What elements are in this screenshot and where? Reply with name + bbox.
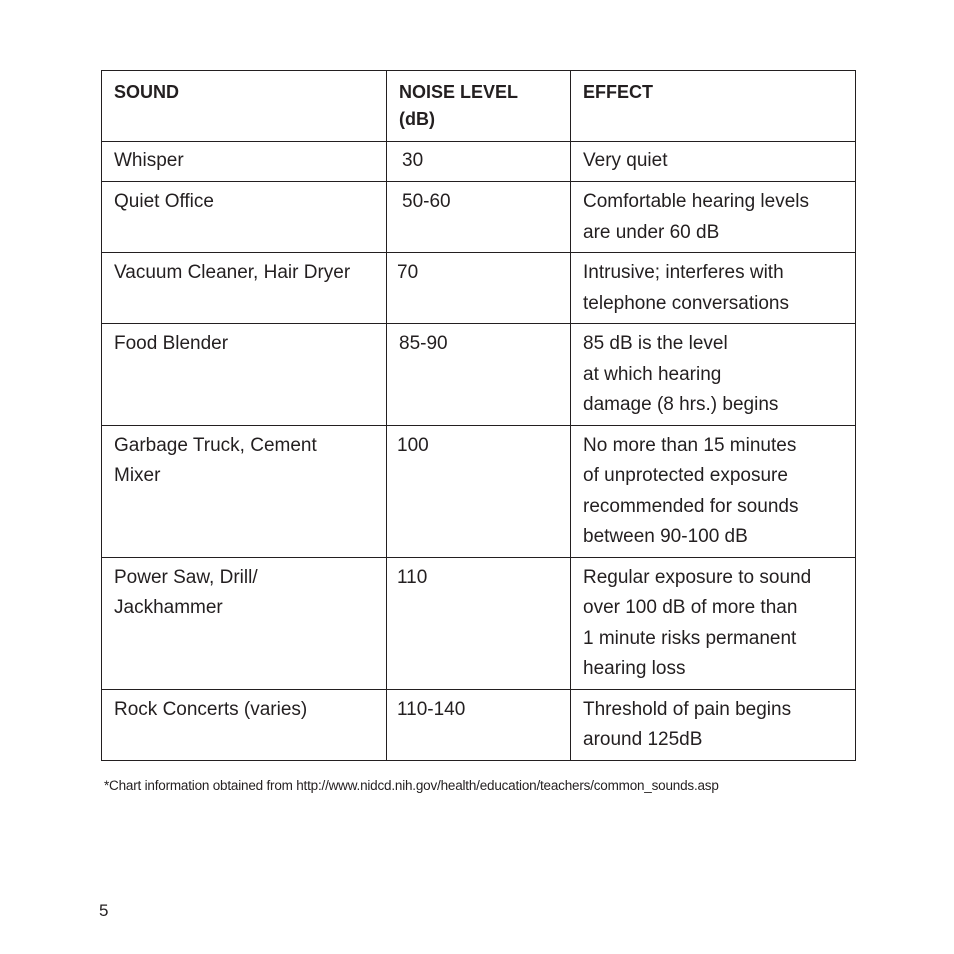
noise-level-table [101, 70, 856, 761]
effect-cell: 85 dB is the level at which hearing damage (8 hrs.) begins [571, 324, 856, 426]
sound-cell: Whisper [102, 142, 387, 182]
table-row [102, 689, 856, 760]
effect-cell: Threshold of pain begins around 125dB [571, 689, 856, 760]
effect-cell: Comfortable hearing levels are under 60 dB [571, 182, 856, 253]
table-row [102, 324, 856, 426]
table-row [102, 557, 856, 689]
sound-cell: Power Saw, Drill/ Jackhammer [102, 557, 387, 689]
noise-level-cell: 110 [387, 557, 571, 689]
table-row [102, 253, 856, 324]
column-header-noise-level: NOISE LEVEL (dB) [387, 71, 571, 142]
source-footnote: *Chart information obtained from http://www.nidcd.nih.gov/health/education/teachers/common_sounds.asp [104, 778, 719, 793]
column-header-effect: EFFECT [571, 71, 856, 142]
effect-cell: Regular exposure to sound over 100 dB of more than 1 minute risks permanent hearing loss [571, 557, 856, 689]
noise-level-cell: 100 [387, 425, 571, 557]
column-header-sound: SOUND [102, 71, 387, 142]
noise-level-cell: 85-90 [387, 324, 571, 426]
table-header-row [102, 71, 856, 142]
effect-cell: Very quiet [571, 142, 856, 182]
noise-level-cell: 110-140 [387, 689, 571, 760]
table-row [102, 425, 856, 557]
noise-level-cell: 70 [387, 253, 571, 324]
noise-level-cell: 30 [387, 142, 571, 182]
table-row [102, 142, 856, 182]
sound-cell: Rock Concerts (varies) [102, 689, 387, 760]
effect-cell: Intrusive; interferes with telephone conversations [571, 253, 856, 324]
sound-cell: Garbage Truck, Cement Mixer [102, 425, 387, 557]
sound-cell: Food Blender [102, 324, 387, 426]
effect-cell: No more than 15 minutes of unprotected exposure recommended for sounds between 90-100 dB [571, 425, 856, 557]
table-row [102, 182, 856, 253]
noise-level-cell: 50-60 [387, 182, 571, 253]
sound-cell: Quiet Office [102, 182, 387, 253]
sound-cell: Vacuum Cleaner, Hair Dryer [102, 253, 387, 324]
page-number: 5 [99, 901, 109, 920]
